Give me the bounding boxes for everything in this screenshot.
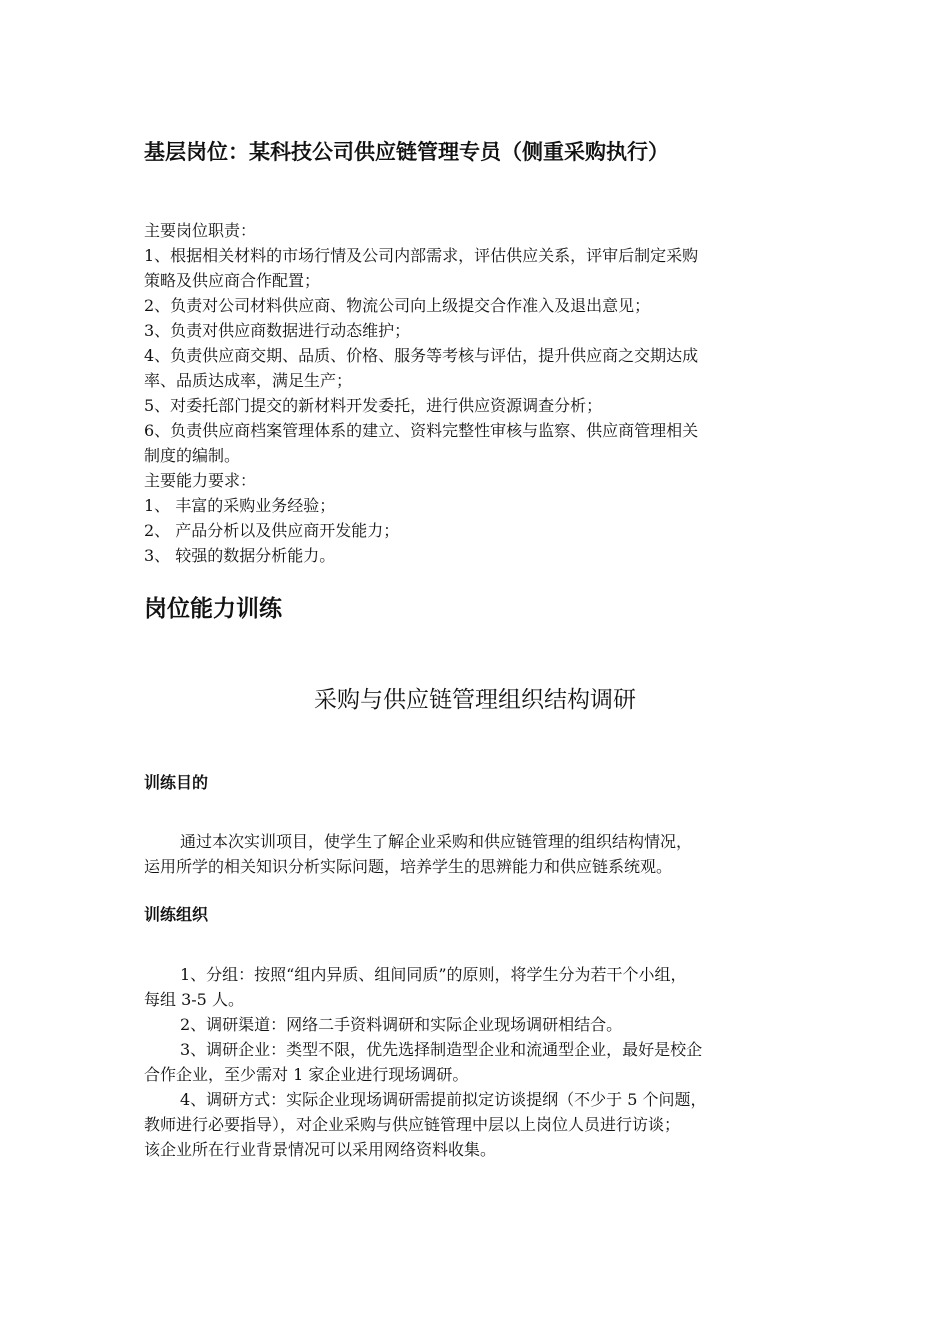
ability-line: 2、 产品分析以及供应商开发能力；	[144, 521, 400, 540]
org-item	[144, 962, 814, 1012]
org-heading: 训练组织	[144, 905, 209, 924]
duty-line: 2、负责对公司材料供应商、物流公司向上级提交合作准入及退出意见；	[144, 296, 651, 315]
org-item-text: 教师进行必要指导），对企业采购与供应链管理中层以上岗位人员进行访谈；	[144, 1115, 681, 1134]
org-item-text: 1、分组：按照“组内异质、组间同质”的原则，将学生分为若干个小组，	[180, 965, 687, 984]
duty-line: 率、品质达成率，满足生产；	[144, 371, 353, 390]
duties-block	[144, 218, 814, 568]
duties-label: 主要岗位职责：	[144, 221, 257, 240]
org-item-text: 合作企业，至少需对 1 家企业进行现场调研。	[144, 1065, 469, 1084]
purpose-line-text: 运用所学的相关知识分析实际问题，培养学生的思辨能力和供应链系统观。	[144, 857, 673, 876]
org-item-text: 2、调研渠道：网络二手资料调研和实际企业现场调研相结合。	[180, 1015, 623, 1034]
org-item-text: 该企业所在行业背景情况可以采用网络资料收集。	[144, 1140, 497, 1159]
duty-line: 1、根据相关材料的市场行情及公司内部需求，评估供应关系，评审后制定采购	[144, 246, 699, 265]
abilities-label: 主要能力要求：	[144, 471, 257, 490]
duty-line: 3、负责对供应商数据进行动态维护；	[144, 321, 411, 340]
duty-line: 策略及供应商合作配置；	[144, 271, 321, 290]
org-item-text: 每组 3-5 人。	[144, 990, 244, 1009]
org-list	[144, 962, 814, 1162]
org-item	[144, 1012, 814, 1037]
duty-line: 4、负责供应商交期、品质、价格、服务等考核与评估，提升供应商之交期达成	[144, 346, 699, 365]
duty-line: 5、对委托部门提交的新材料开发委托，进行供应资源调查分析；	[144, 396, 603, 415]
duty-line: 6、负责供应商档案管理体系的建立、资料完整性审核与监察、供应商管理相关	[144, 421, 699, 440]
duty-line: 制度的编制。	[144, 446, 241, 465]
purpose-heading: 训练目的	[144, 773, 209, 792]
training-heading: 岗位能力训练	[144, 596, 282, 622]
job-title: 基层岗位：某科技公司供应链管理专员（侧重采购执行）	[144, 140, 669, 164]
purpose-line-text: 通过本次实训项目，使学生了解企业采购和供应链管理的组织结构情况，	[180, 832, 693, 851]
purpose-line	[144, 829, 814, 879]
training-title: 采购与供应链管理组织结构调研	[314, 687, 636, 713]
org-item	[144, 1037, 814, 1087]
org-item-text: 3、调研企业：类型不限，优先选择制造型企业和流通型企业，最好是校企	[180, 1040, 703, 1059]
org-item-text: 4、调研方式：实际企业现场调研需提前拟定访谈提纲（不少于 5 个问题，	[180, 1090, 707, 1109]
org-item	[144, 1087, 814, 1162]
ability-line: 3、 较强的数据分析能力。	[144, 546, 336, 565]
ability-line: 1、 丰富的采购业务经验；	[144, 496, 336, 515]
purpose-paragraph	[144, 829, 814, 879]
